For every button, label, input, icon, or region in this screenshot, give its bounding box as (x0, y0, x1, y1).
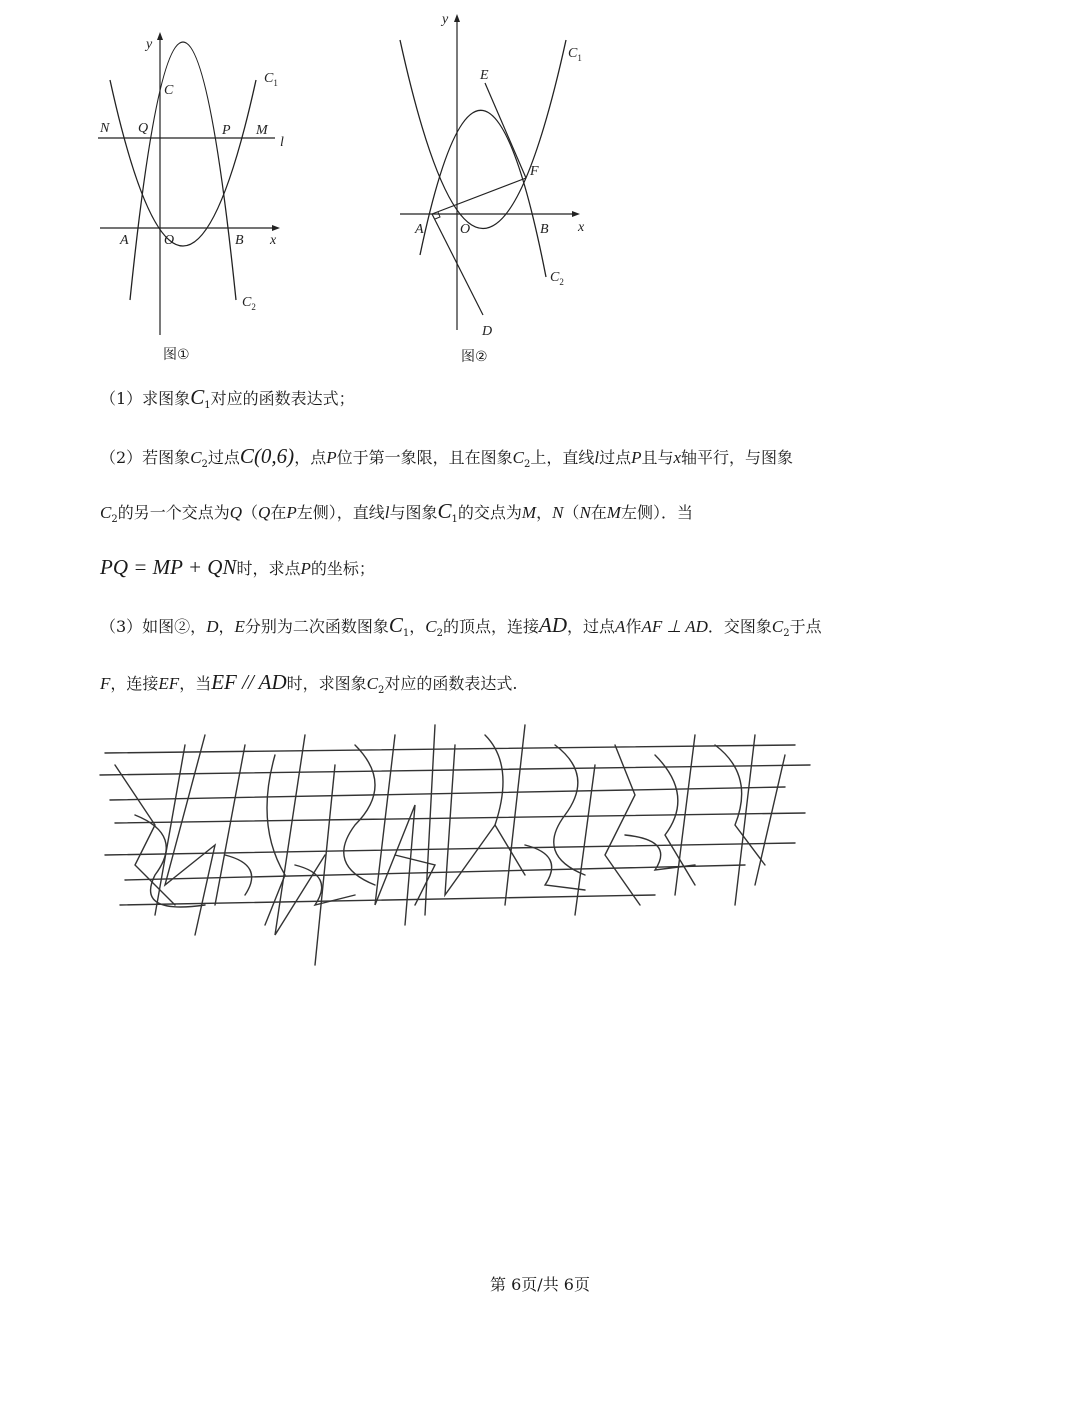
fig2-x-label: x (578, 220, 585, 235)
fig1-point-c-label: C (164, 83, 174, 98)
question-2-line-1: （2）若图象$C_2$过点C(0,6)，点P位于第一象限，且在图象$C_2$上，直线l过点P且与x轴平行，与图象 (100, 444, 794, 471)
crossed-out-handwriting (95, 705, 815, 975)
fig2-point-b-label: B (540, 222, 549, 237)
fig1-point-a-label: A (120, 233, 129, 248)
fig1-origin-label: O (164, 233, 175, 248)
fig1-point-m-label: M (256, 123, 268, 138)
question-2-line-3: PQ = MP + QN时，求点P的坐标； (100, 555, 375, 579)
question-2-line-2: $C_2$的另一个交点为Q（Q在P左侧），直线l与图象$C_1$的交点为M，N（N在M左侧）．当 (100, 499, 693, 526)
fig1-x-label: x (270, 233, 277, 248)
question-3-line-2: F，连接EF，当EF // AD时，求图象$C_2$对应的函数表达式. (100, 670, 518, 697)
fig2-c1-label: $C_1$ (568, 46, 582, 63)
question-1: （1）求图象$C_1$对应的函数表达式； (100, 385, 355, 412)
fig2-point-a-label: A (415, 222, 424, 237)
fig2-point-f-label: F (530, 164, 539, 179)
fig2-c2-label: $C_2$ (550, 270, 564, 287)
fig2-y-label: y (442, 12, 449, 27)
fig1-point-n-label: N (100, 121, 110, 136)
fig2-point-e-label: E (480, 68, 489, 83)
question-3-line-1: （3）如图②，D，E分别为二次函数图象$C_1$，$C_2$的顶点，连接AD，过点A作AF ⊥ AD．交图象$C_2$于点 (100, 613, 822, 640)
fig1-point-b-label: B (235, 233, 244, 248)
page-footer: 第 6页/共 6页 (490, 1275, 590, 1294)
fig1-y-label: y (146, 37, 153, 52)
fig1-point-q-label: Q (138, 121, 149, 136)
figure-2-caption: 图② (461, 349, 488, 365)
fig1-point-p-label: P (222, 123, 231, 138)
figure-2-diagram (390, 5, 600, 340)
fig1-c1-label: $C_1$ (264, 71, 278, 88)
fig2-origin-label: O (460, 222, 471, 237)
figure-1-diagram (90, 30, 300, 340)
fig1-c2-label: $C_2$ (242, 295, 256, 312)
fig1-line-l-label: l (280, 135, 284, 150)
figure-1-caption: 图① (163, 347, 190, 363)
fig2-point-d-label: D (482, 324, 493, 339)
